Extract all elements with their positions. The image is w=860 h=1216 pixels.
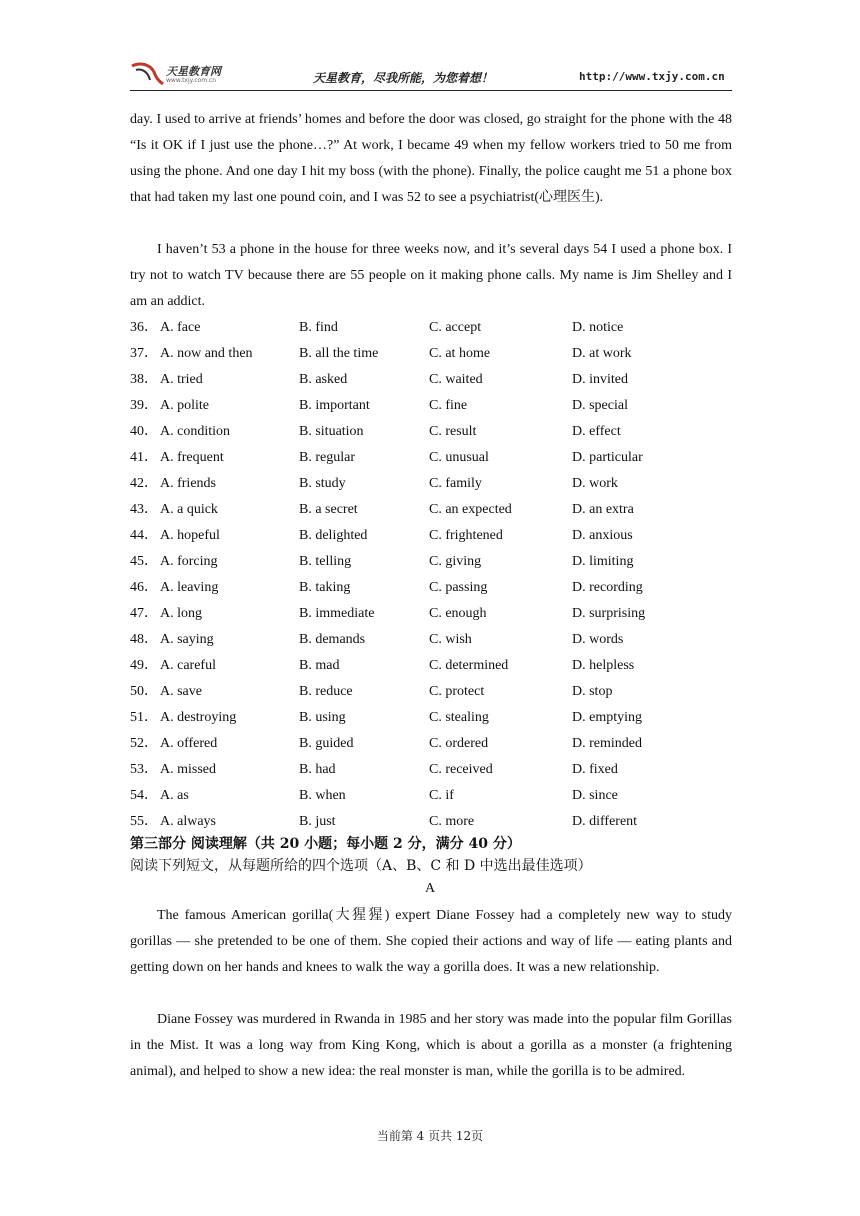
- option-row: [130, 731, 732, 757]
- option-d: D. reminded: [572, 736, 642, 751]
- option-d: D. special: [572, 398, 628, 413]
- question-number: 40．: [130, 424, 158, 439]
- option-c: C. giving: [429, 554, 482, 569]
- option-a: A. polite: [160, 398, 209, 413]
- option-d: D. since: [572, 788, 618, 803]
- option-c: C. ordered: [429, 736, 489, 751]
- option-d: D. surprising: [572, 606, 646, 621]
- section-instruction: 阅读下列短文，从每题所给的四个选项（A、B、C 和 D 中选出最佳选项）: [130, 858, 592, 874]
- option-row: [130, 445, 732, 471]
- question-number: 45．: [130, 554, 158, 569]
- option-c: C. unusual: [429, 450, 489, 465]
- option-row: [130, 523, 732, 549]
- option-d: D. notice: [572, 320, 624, 335]
- option-a: A. hopeful: [160, 528, 220, 543]
- page-header: [130, 58, 732, 91]
- option-a: A. friends: [160, 476, 216, 491]
- option-row: [130, 601, 732, 627]
- option-b: B. important: [299, 398, 370, 413]
- question-number: 53．: [130, 762, 158, 777]
- option-d: D. helpless: [572, 658, 635, 673]
- question-number: 39．: [130, 398, 158, 413]
- option-row: [130, 575, 732, 601]
- option-b: B. guided: [299, 736, 354, 751]
- option-b: B. reduce: [299, 684, 353, 699]
- option-d: D. words: [572, 632, 624, 647]
- option-b: B. situation: [299, 424, 364, 439]
- option-b: B. regular: [299, 450, 355, 465]
- option-c: C. received: [429, 762, 493, 777]
- option-c: C. wish: [429, 632, 472, 647]
- option-c: C. fine: [429, 398, 468, 413]
- option-a: A. long: [160, 606, 202, 621]
- question-number: 41．: [130, 450, 158, 465]
- option-b: B. study: [299, 476, 346, 491]
- option-c: C. family: [429, 476, 482, 491]
- option-a: A. a quick: [160, 502, 218, 517]
- option-row: [130, 679, 732, 705]
- question-number: 48．: [130, 632, 158, 647]
- option-a: A. condition: [160, 424, 230, 439]
- option-d: D. an extra: [572, 502, 634, 517]
- option-c: C. an expected: [429, 502, 512, 517]
- question-number: 37．: [130, 346, 158, 361]
- passage-a-paragraph: The famous American gorilla(大猩猩) expert Diane Fossey had a completely new way to study gorillas — she pretended to be one of them. She copied their actions and way of life — eating plants and getting down on her hands and knees to walk the way a gorilla does. It was a new relationship.: [130, 908, 732, 975]
- option-row: [130, 549, 732, 575]
- option-d: D. invited: [572, 372, 628, 387]
- option-c: C. protect: [429, 684, 485, 699]
- site-logo[interactable]: [130, 58, 230, 88]
- option-b: B. using: [299, 710, 346, 725]
- option-a: A. frequent: [160, 450, 224, 465]
- question-number: 44．: [130, 528, 158, 543]
- option-a: A. as: [160, 788, 189, 803]
- passage-paragraph: I haven’t 53 a phone in the house for three weeks now, and it’s several days 54 I used a phone box. I try not to watch TV because there are 55 people on it making phone calls. My name is Jim Shelley and I am an addict.: [130, 242, 732, 309]
- option-a: A. save: [160, 684, 202, 699]
- option-a: A. face: [160, 320, 201, 335]
- option-row: [130, 471, 732, 497]
- option-c: C. determined: [429, 658, 509, 673]
- option-b: B. mad: [299, 658, 340, 673]
- passage-a-paragraph: Diane Fossey was murdered in Rwanda in 1985 and her story was made into the popular film Gorillas in the Mist. It was a long way from King Kong, which is about a gorilla as a monster (a frightening animal), and helped to show a new idea: the real monster is man, while the gorilla is to be admired.: [130, 1012, 732, 1079]
- question-number: 38．: [130, 372, 158, 387]
- option-d: D. at work: [572, 346, 632, 361]
- option-row: [130, 419, 732, 445]
- option-d: D. particular: [572, 450, 643, 465]
- option-row: [130, 393, 732, 419]
- option-b: B. asked: [299, 372, 348, 387]
- option-a: A. saying: [160, 632, 214, 647]
- option-row: [130, 315, 732, 341]
- swoosh-logo-icon: [130, 58, 164, 88]
- option-b: B. demands: [299, 632, 366, 647]
- question-number: 36．: [130, 320, 158, 335]
- option-d: D. effect: [572, 424, 621, 439]
- header-url[interactable]: http://www.txjy.com.cn: [579, 70, 725, 83]
- option-a: A. leaving: [160, 580, 219, 595]
- option-c: C. stealing: [429, 710, 489, 725]
- option-b: B. all the time: [299, 346, 379, 361]
- question-number: 42．: [130, 476, 158, 491]
- option-b: B. when: [299, 788, 346, 803]
- logo-subtext: www.txjy.com.cn: [166, 77, 217, 84]
- option-row: [130, 341, 732, 367]
- option-c: C. more: [429, 814, 475, 829]
- option-row: [130, 367, 732, 393]
- passage-paragraph: day. I used to arrive at friends’ homes and before the door was closed, go straight for the phone with the 48 “Is it OK if I just use the phone…?” At work, I became 49 when my fellow workers tried to 50 me from using the phone. And one day I hit my boss (with the phone). Finally, the police caught me 51 a phone box that had taken my last one pound coin, and I was 52 to see a psychiatrist(心理医生).: [130, 112, 732, 205]
- option-b: B. just: [299, 814, 336, 829]
- page-footer: 当前第 4 页共 12页: [376, 1129, 484, 1143]
- question-number: 46．: [130, 580, 158, 595]
- option-row: [130, 653, 732, 679]
- option-d: D. work: [572, 476, 618, 491]
- header-slogan: 天星教育，尽我所能，为您着想！: [313, 71, 494, 85]
- option-d: D. different: [572, 814, 638, 829]
- option-b: B. delighted: [299, 528, 368, 543]
- option-a: A. missed: [160, 762, 216, 777]
- option-c: C. waited: [429, 372, 483, 387]
- option-a: A. tried: [160, 372, 203, 387]
- option-b: B. find: [299, 320, 338, 335]
- option-d: D. limiting: [572, 554, 634, 569]
- option-c: C. passing: [429, 580, 488, 595]
- option-a: A. offered: [160, 736, 218, 751]
- option-d: D. stop: [572, 684, 613, 699]
- option-b: B. immediate: [299, 606, 375, 621]
- option-c: C. at home: [429, 346, 491, 361]
- question-number: 54．: [130, 788, 158, 803]
- option-row: [130, 627, 732, 653]
- section-title: 第三部分 阅读理解（共 20 小题；每小题 2 分，满分 40 分）: [130, 836, 521, 852]
- option-d: D. fixed: [572, 762, 618, 777]
- option-row: [130, 757, 732, 783]
- option-d: D. emptying: [572, 710, 642, 725]
- question-number: 50．: [130, 684, 158, 699]
- question-number: 51．: [130, 710, 158, 725]
- question-number: 49．: [130, 658, 158, 673]
- option-d: D. recording: [572, 580, 643, 595]
- option-b: B. had: [299, 762, 336, 777]
- question-number: 52．: [130, 736, 158, 751]
- logo-text: 天星教育网: [166, 65, 221, 78]
- option-a: A. destroying: [160, 710, 237, 725]
- option-row: [130, 783, 732, 809]
- option-b: B. taking: [299, 580, 351, 595]
- option-a: A. forcing: [160, 554, 218, 569]
- option-row: [130, 705, 732, 731]
- option-row: [130, 809, 732, 835]
- option-c: C. frightened: [429, 528, 503, 543]
- question-number: 43．: [130, 502, 158, 517]
- option-c: C. enough: [429, 606, 487, 621]
- question-number: 47．: [130, 606, 158, 621]
- option-b: B. telling: [299, 554, 352, 569]
- option-b: B. a secret: [299, 502, 358, 517]
- option-a: A. now and then: [160, 346, 253, 361]
- option-d: D. anxious: [572, 528, 633, 543]
- option-row: [130, 497, 732, 523]
- option-c: C. result: [429, 424, 477, 439]
- option-c: C. accept: [429, 320, 482, 335]
- option-a: A. always: [160, 814, 216, 829]
- question-number: 55．: [130, 814, 158, 829]
- option-a: A. careful: [160, 658, 216, 673]
- passage-label: A: [424, 881, 436, 896]
- option-c: C. if: [429, 788, 454, 803]
